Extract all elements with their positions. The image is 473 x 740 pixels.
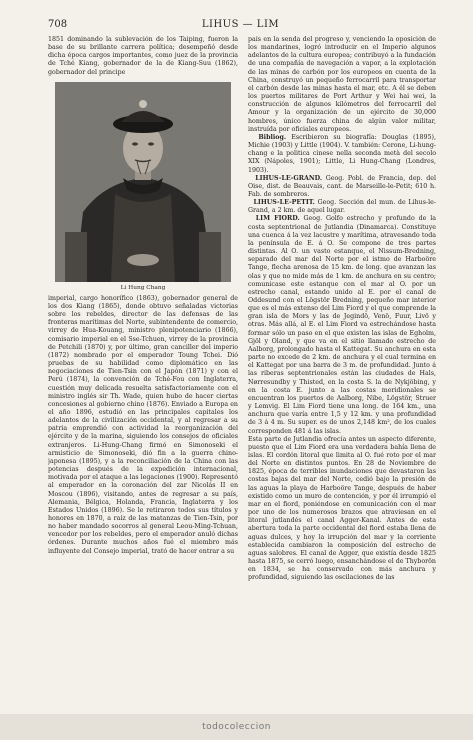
bibliography-label: Bibliog.	[258, 133, 287, 141]
portrait-illustration	[55, 82, 231, 282]
entry-head-lihus-le-grand: LIHUS-LE-GRAND.	[255, 174, 323, 182]
portrait-figure	[55, 82, 231, 282]
entry-lihus-le-petit	[248, 199, 436, 215]
entry-text-lihus-le-grand: Geog. Pobl. de Francia, dep. del Oise, dist. de Beauvais, cant. de Marseille-le-Petit; 610 h. Fab. de sombreros.	[248, 174, 436, 198]
running-title: LIHUS — LIM	[201, 19, 280, 30]
right-column	[248, 36, 436, 700]
entry-head-lihus-le-petit: LIHUS-LE-PETIT.	[253, 199, 315, 207]
entry-lim-fiord	[248, 215, 436, 435]
left-column	[48, 36, 238, 700]
entry-text-lim-fiord: Geog. Golfo estrecho y profundo de la costa septentrional de Jutlandia (Dinamarca). Constituye una cuenca á la vez lacustre y marítima, atravesando toda la península de E. á O. Se compone de tres partes distintas. Al O. un vasto estanque, el Nissum-Bredning, separado del mar del Norte por el istmo de Harboöre Tange, flecha arenosa de 15 km. de long. que avanzan las olas y que no mide más de 1 km. de anchura en su centro; comunicase este estanque con el mar al O. por un estrecho canal, estando unido al E. por el canal de Oddesund con el Lögstör Bredning, pequeño mar interior que es el más extenso del Lim Fiord y el que comprende la gran isla de Mors y las de Jegindö, Venö, Fuur, Livö y otras. Más allá, al E. el Lim Fiord va estrechándose hasta formar sólo un paso en el que existen las islas de Egholm, Gjöl y Oland, y que va en el sitio llamado estrecho de Aalborg, prolongado hasta el Kattegat. Su anchura en esta parte no excede de 2 km. de anchura y el cual termina en el Kattegat por una barra de 3 m. de profundidad. Junto á las riberas septentrionales están las ciudades de Hals, Nørresundby y Thisted, en la costa S. la de Nykjöbing, y en la costa E. junto a las costas meridionales se encuentran los puertos de Aalborg, Nibe, Lögstör, Struer y Lemvig. El Lim Fiord tiene una long. de 164 km., una anchura que varía entre 1,5 y 12 km. y una profundidad de 3 á 4 m. Su super. es de unos 2,148 km², de los cuales corresponden 481 á las islas.	[248, 215, 436, 435]
entry-head-lim-fiord: LIM FIORD.	[255, 215, 300, 223]
page-header	[48, 18, 433, 32]
left-text-after-figure: imperial, cargo honorífico (1863), gobernador general de los dos Kiang (1865), donde obtuvo señaladas victorias sobre los rebeldes, director de las defensas de las fronteras marítimas del Norte, subintendente de comercio, virrey de Hua-Kouang, ministro plenipotenciario (1866), comisario imperial en el Sse-Tchuen, virrey de la provincia de Petchili (1870) y, por último, gran canciller del imperio (1872) nombrado por el emperador Toung Tchei. Dió pruebas de su habilidad como diplomático en las negociaciones de Tien-Tsin con el Japón (1871) y con el Perú (1874), la convención de Tché-Fou con Inglaterra, cuestión muy delicada resuelta satisfactoriamente con el ministro inglés sir Th. Wade, quien hubo de hacer ciertas concesiones al gobierno chino (1876). Enviado a Europa en el año 1896, estudió en las principales capitales los adelantos de la civilización occidental, y al regresar a su patria emprendió con actividad la reorganización del ejército y de la marina, siguiendo los consejos de oficiales extranjeros. Li-Hung-Chang firmó en Simonoseki el armisticio de Simonoseki, dió fin a la guerra chino-japonesa (1895), y a la reconciliación de la China con las potencias después de la expedición internacional, motivada por el ataque a las legaciones (1900). Representó al emperador en la coronación del zar Nicolás II en Moscou (1896), visitando, antes de regresar a su país, Alemania, Bélgica, Holanda, Francia, Inglaterra y los Estados Unidos (1896). Se le retiraron todos sus títulos y honores en 1870, a raíz de las matanzas de Tien-Tsin, por no haber mandado socorros al general Leou-Ming-Tchuan, vencedor por los rebeldes, pero el emperador anuló dichas órdenes. Durante muchos años fué el miembro más influyente del Consejo imperial, trató de hacer entrar a su	[48, 294, 238, 555]
entry-text-lihus-le-petit: Geog. Sección del mun. de Lihus-le-Grand, a 2 km. de aquel lugar.	[248, 199, 436, 215]
entry-lihus-le-grand	[248, 175, 436, 199]
figure-caption: Li Hung Chang	[120, 284, 166, 291]
watermark-banner: todocoleccion	[0, 714, 473, 740]
bibliography-entry	[248, 134, 436, 175]
page-number: 708	[48, 19, 68, 30]
right-closing-text: Esta parte de Jutlandia ofrecía antes un aspecto diferente, puesto que el Lim Fiord era una verdadera bahía llena de islas. El cordón litoral que limita al O. fué roto por el mar del Norte en distintos puntos. En 28 de Noviembre de 1825, época de terribles inundaciones que devastaron las costas bajas del mar del Norte, cedió bajo la presión de las aguas la playa de Harboöre Tange, después de haber existido como un muro de contención, y por él irrumpió el mar en el fiord, poniéndose en comunicación con el mar por uno de los numerosos brazos que atraviesan en el litoral jutlandés el canal Agger-Kanal. Antes de esta abertura toda la parte occidental del fiord estaba llena de aguas dulces, y hoy la irrupción del mar y la corriente establecida cambiaron la composición del estrecho de aguas salobres. El canal de Agger, que existía desde 1825 hasta 1875, se cerró luego, ensanchándose el de Thyborön en 1834, se ha conservado con más anchura y profundidad, siguiendo las oscilaciones de las	[248, 435, 436, 582]
right-opening-text: país en la senda del progreso y, venciendo la oposición de los mandarines, logró introducir en el Imperio algunos adelantos de la cultura europea; contribuyó a la fundación de una compañía de navegación a vapor, a la explotación de las minas de carbón por los europeos en cuenta de la China, construyó un pequeño ferrocarril para transportar el carbón desde las minas hasta el mar, etc. A él se deben los puertos militares de Port Arthur y Wei hai wei, la construcción de algunos kilómetros del ferrocarril del Amour y la organización de un ejército de 30,000 hombres, único fuerza china de algún valor militar, instruída por oficiales europeos.	[248, 36, 436, 133]
bibliography-text: Escribieron su biografía: Douglas (1895), Michie (1903) y Little (1904). V. también: Cerone, Li-hung-chang e la politica cinese nella seconda metà del secolo XIX (Nápoles, 1901); Little, Li Hung-Chang (Londres, 1903).	[248, 133, 436, 174]
left-text-before-figure: 1851 dominando la sublevación de los Taiping, fueron la base de su brillante carrera política; desempeñó desde dicha época cargos importantes, como juez de la provincia de Tché Kiang, gobernador de la de Kiang-Suu (1862), gobernador del principe	[48, 36, 238, 76]
